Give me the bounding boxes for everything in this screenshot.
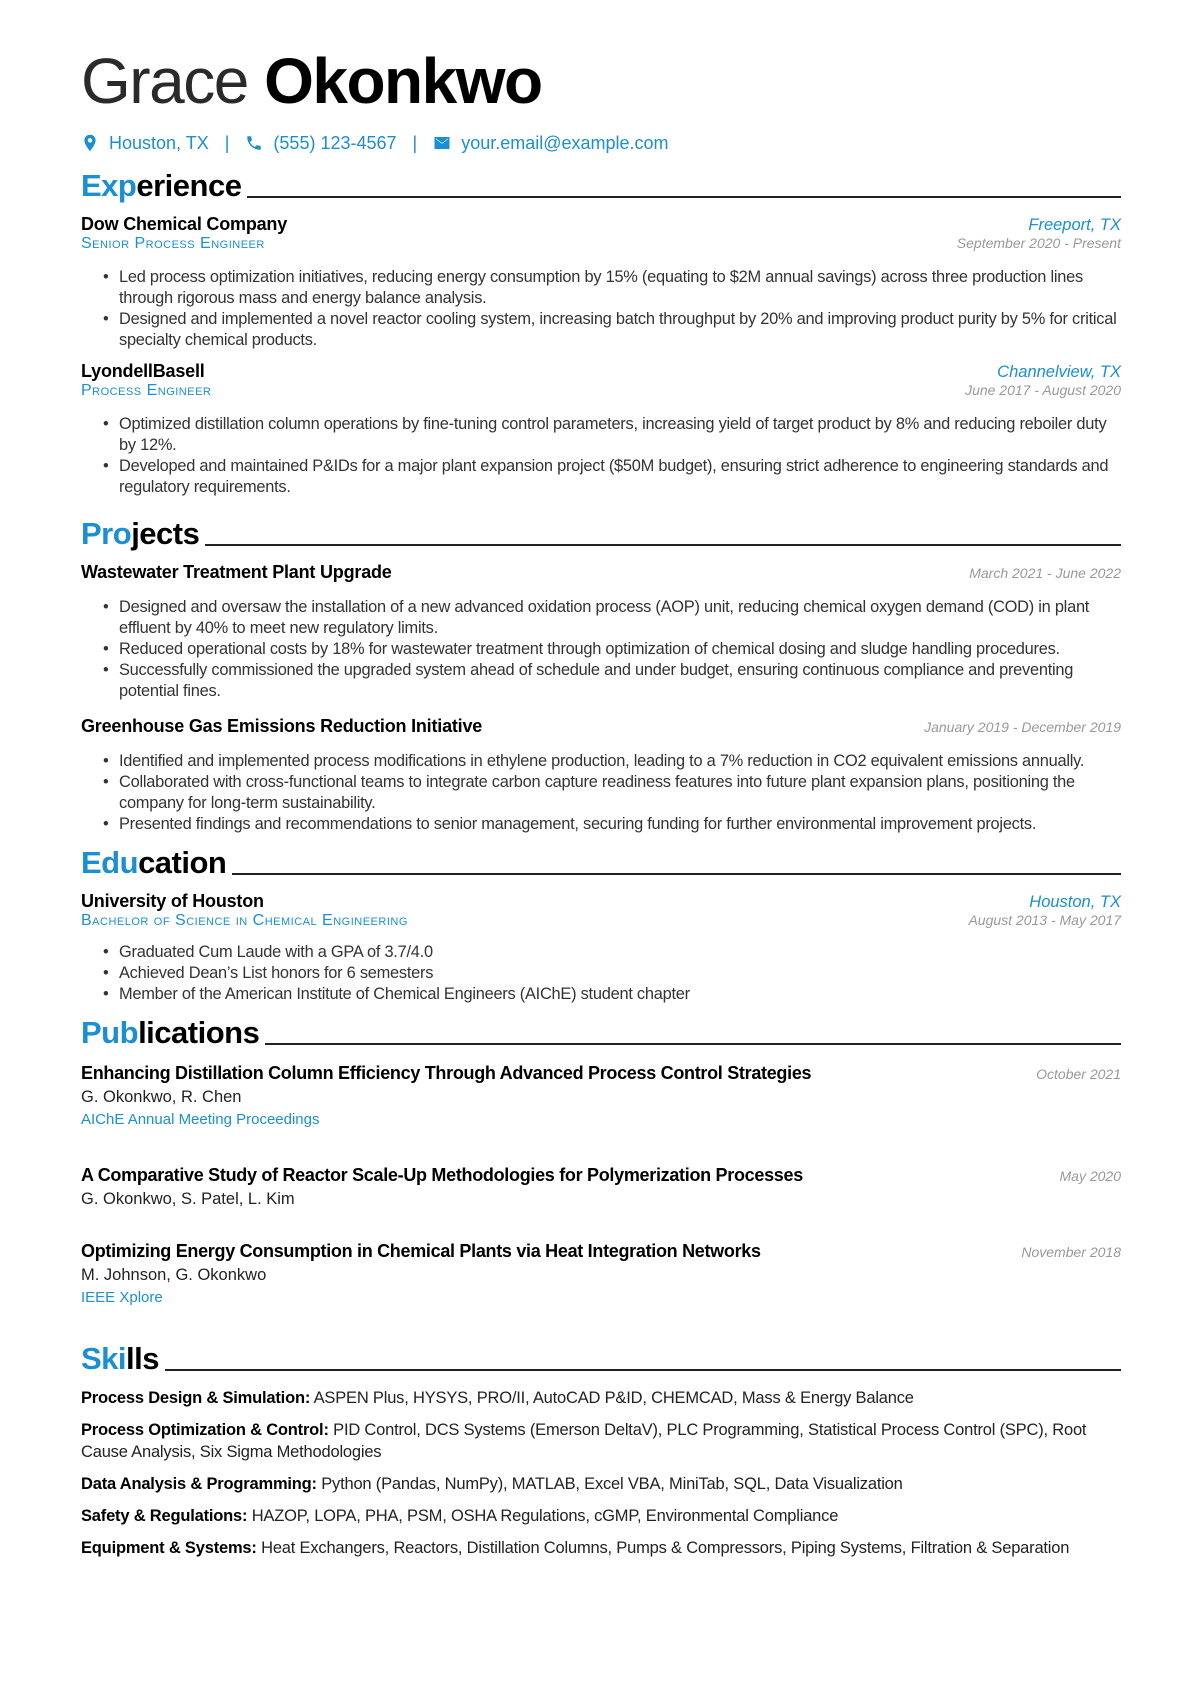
phone[interactable]: (555) 123-4567 bbox=[273, 132, 397, 153]
phone-icon bbox=[245, 134, 263, 152]
bullet: • Designed and oversaw the installation of a new advanced oxidation process (AOP) unit, reducing chemical oxygen demand (COD) in plant effluent by 40% to meet new regulatory limits. bbox=[119, 597, 1121, 639]
divider bbox=[247, 196, 1121, 198]
publication-entry: Enhancing Distillation Column Efficiency Through Advanced Process Control Strategies October 2021 G. Okonkwo, R. Chen AIChE Annual Meeting Proceedings bbox=[81, 1063, 1121, 1128]
divider bbox=[232, 873, 1121, 875]
bullet: • Successfully commissioned the upgraded system ahead of schedule and under budget, ensuring continuous compliance and preventing potential fines. bbox=[119, 660, 1121, 702]
divider bbox=[165, 1369, 1121, 1371]
education-entry: University of Houston Houston, TX Bachelor of Science in Chemical Engineering August 2013 - May 2017 • Graduated Cum Laude with a GPA of 3.7/4.0 • Achieved Dean’s List honors for 6 semesters • Member of the American Institute of Chemical Engineers (AIChE) student chapter bbox=[81, 891, 1121, 1005]
bullet: • Developed and maintained P&IDs for a major plant expansion project ($50M budget), ensuring strict adherence to engineering standards and regulatory requirements. bbox=[119, 456, 1121, 498]
bullet: • Graduated Cum Laude with a GPA of 3.7/4.0 bbox=[119, 942, 1121, 963]
divider bbox=[205, 544, 1121, 546]
publication-entry: Optimizing Energy Consumption in Chemical Plants via Heat Integration Networks November 2018 M. Johnson, G. Okonkwo IEEE Xplore bbox=[81, 1241, 1121, 1306]
bullet: • Member of the American Institute of Chemical Engineers (AIChE) student chapter bbox=[119, 984, 1121, 1005]
skill-row: Equipment & Systems: Heat Exchangers, Reactors, Distillation Columns, Pumps & Compressors, Piping Systems, Filtration & Separation bbox=[81, 1539, 1070, 1557]
section-header-publications: Publications bbox=[81, 1011, 1121, 1051]
section-header-projects: Projects bbox=[81, 512, 1121, 552]
section-header-skills: Skills bbox=[81, 1337, 1121, 1377]
location: Houston, TX bbox=[109, 132, 209, 153]
separator: | bbox=[224, 132, 230, 153]
bullet: • Optimized distillation column operations by fine-tuning control parameters, increasing yield of target product by 8% and reducing reboiler duty by 12%. bbox=[119, 414, 1121, 456]
email-link[interactable]: your.email@example.com bbox=[461, 132, 669, 153]
skill-row: Data Analysis & Programming: Python (Pandas, NumPy), MATLAB, Excel VBA, MiniTab, SQL, Data Visualization bbox=[81, 1475, 903, 1493]
divider bbox=[265, 1043, 1121, 1045]
section-header-experience: Experience bbox=[81, 164, 1121, 204]
bullet: • Designed and implemented a novel reactor cooling system, increasing batch throughput by 20% and improving product purity by 5% for critical specialty chemical products. bbox=[119, 309, 1121, 351]
bullet: • Achieved Dean’s List honors for 6 semesters bbox=[119, 963, 1121, 984]
publication-entry: A Comparative Study of Reactor Scale-Up Methodologies for Polymerization Processes May 2020 G. Okonkwo, S. Patel, L. Kim bbox=[81, 1165, 1121, 1208]
section-header-education: Education bbox=[81, 841, 1121, 881]
candidate-name: Grace Okonkwo bbox=[81, 45, 542, 117]
skill-row: Safety & Regulations: HAZOP, LOPA, PHA, PSM, OSHA Regulations, cGMP, Environmental Compliance bbox=[81, 1507, 839, 1525]
envelope-icon bbox=[433, 134, 451, 152]
experience-entry: LyondellBasell Channelview, TX Process Engineer June 2017 - August 2020 • Optimized distillation column operations by fine-tuning control parameters, increasing yield of target product by 8% and reducing reboiler duty by 12%. • Developed and maintained P&IDs for a major plant expansion project ($50M budget), ensuring strict adherence to engineering standards and regulatory requirements. bbox=[81, 361, 1121, 498]
bullet: • Identified and implemented process modifications in ethylene production, leading to a 7% reduction in CO2 equivalent emissions annually. bbox=[119, 751, 1121, 772]
map-pin-icon bbox=[81, 134, 99, 152]
experience-entry: Dow Chemical Company Freeport, TX Senior Process Engineer September 2020 - Present • Led process optimization initiatives, reducing energy consumption by 15% (equating to $2M annual savings) across three production lines through rigorous mass and energy balance analysis. • Designed and implemented a novel reactor cooling system, increasing batch throughput by 20% and improving product purity by 5% for critical specialty chemical products. bbox=[81, 214, 1121, 351]
contact-info bbox=[81, 128, 1121, 158]
resume bbox=[81, 40, 1121, 1559]
skill-row: Process Design & Simulation: ASPEN Plus, HYSYS, PRO/II, AutoCAD P&ID, CHEMCAD, Mass & Energy Balance bbox=[81, 1389, 914, 1407]
bullet: • Presented findings and recommendations to senior management, securing funding for further environmental improvement projects. bbox=[119, 814, 1121, 835]
bullet: • Collaborated with cross-functional teams to integrate carbon capture readiness features into future plant expansion plans, positioning the company for long-term sustainability. bbox=[119, 772, 1121, 814]
bullet: • Led process optimization initiatives, reducing energy consumption by 15% (equating to $2M annual savings) across three production lines through rigorous mass and energy balance analysis. bbox=[119, 267, 1121, 309]
project-entry: Wastewater Treatment Plant Upgrade March 2021 - June 2022 • Designed and oversaw the installation of a new advanced oxidation process (AOP) unit, reducing chemical oxygen demand (COD) in plant effluent by 40% to meet new regulatory limits. • Reduced operational costs by 18% for wastewater treatment through optimization of chemical dosing and sludge handling procedures. • Successfully commissioned the upgraded system ahead of schedule and under budget, ensuring continuous compliance and preventing potential fines. bbox=[81, 562, 1121, 702]
separator: | bbox=[412, 132, 418, 153]
skill-row: Process Optimization & Control: PID Control, DCS Systems (Emerson DeltaV), PLC Programming, Statistical Process Control (SPC), Root Cause Analysis, Six Sigma Methodologies bbox=[81, 1421, 1087, 1461]
bullet: • Reduced operational costs by 18% for wastewater treatment through optimization of chemical dosing and sludge handling procedures. bbox=[119, 639, 1121, 660]
project-entry: Greenhouse Gas Emissions Reduction Initiative January 2019 - December 2019 • Identified and implemented process modifications in ethylene production, leading to a 7% reduction in CO2 equivalent emissions annually. • Collaborated with cross-functional teams to integrate carbon capture readiness features into future plant expansion plans, positioning the company for long-term sustainability. • Presented findings and recommendations to senior management, securing funding for further environmental improvement projects. bbox=[81, 716, 1121, 835]
